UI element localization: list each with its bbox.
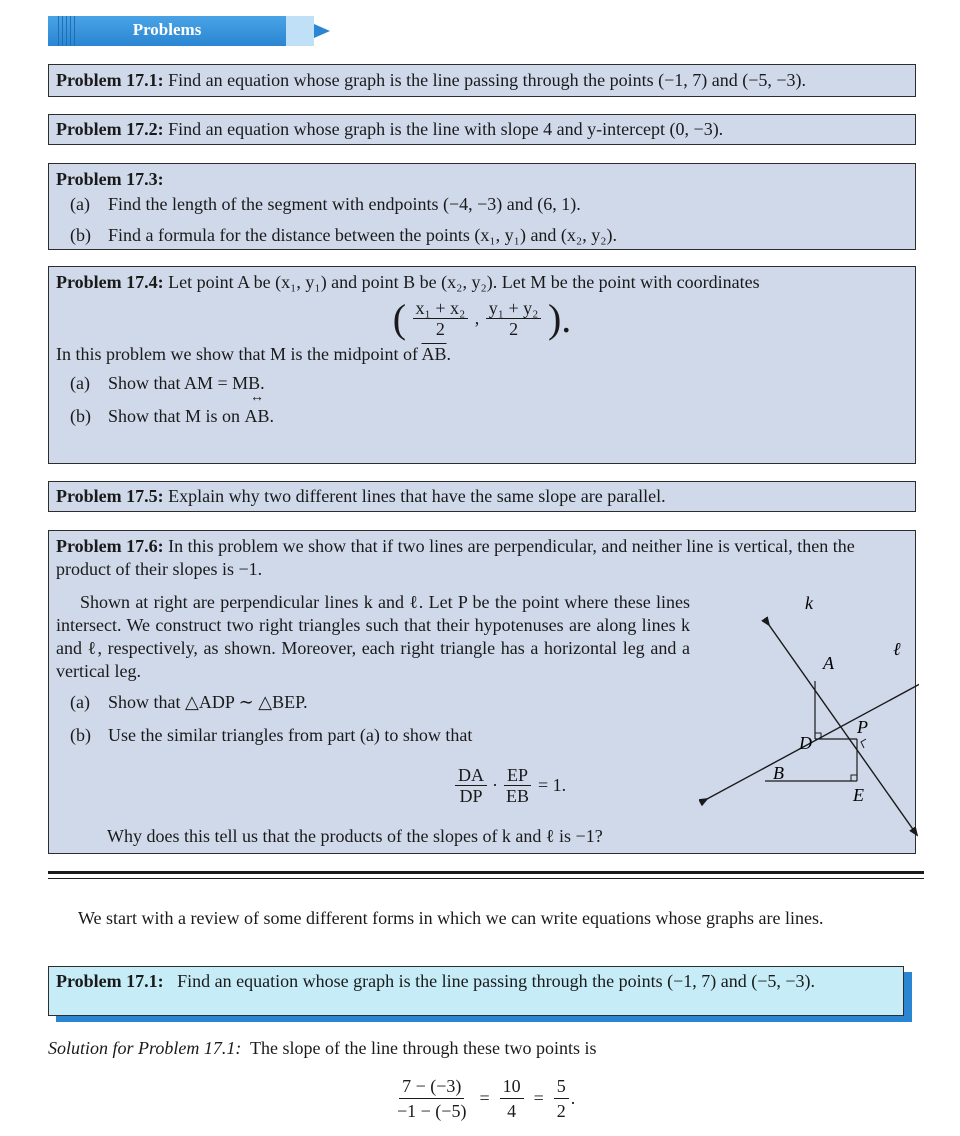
part-letter: (a) [70,692,90,712]
problem-17-3-box [48,163,916,250]
right-angle-e [851,775,857,781]
problem-text: Find an equation whose graph is the line passing through the points (−1, 7) and (−5, −3). [177,971,816,991]
problem-17-1-box [48,64,916,97]
solution-text: The slope of the line through these two points is [250,1038,597,1058]
problem-label: Problem 17.2: [56,119,164,139]
problem-question: Why does this tell us that the products of the slopes of k and ℓ is −1? [107,826,603,846]
problem-text-2: In this problem we show that M is the midpoint of $\overline{AB}$. [56,344,451,364]
formula-comma: , [474,308,480,328]
line-ab: ↔ AB [244,390,270,426]
problem-label: Problem 17.1: [56,70,164,90]
problem-text: Let point A be (x₁, y₁) and point B be (x₂, y₂). Let M be the point with coordinates [168,272,760,292]
double-arrow-icon: ↔ [250,390,265,405]
section-rule-thick [48,871,924,874]
problem-text: Explain why two different lines that have the same slope are parallel. [168,486,666,506]
problem-17-4-box [48,266,916,464]
formula-x-fraction [413,298,469,339]
problem-text: Find an equation whose graph is the line with slope 4 and y-intercept (0, −3). [168,119,724,139]
label-k: k [805,593,813,613]
ratio-ep-eb: $\frac{EP}{EB}$ [506,765,530,806]
slope-fraction-2: $\frac{10}{4}$ [500,1074,524,1123]
label-b: B [773,763,784,783]
part-text: Show that AM = MB. [108,373,265,393]
label-p: P [857,717,868,737]
part-letter: (b) [70,725,91,745]
part-letter: (a) [70,373,90,393]
solution-line [48,1038,596,1059]
banner-gap [286,16,314,46]
formula-open-paren: ( [392,296,407,341]
slope-computation: $\frac{7 - (-3)}{-1 - (-5)}$ = $\frac{10}{4}$ = $\frac{5}{2}$ . [392,1074,575,1123]
highlight-problem-box [48,966,904,1016]
problem-label: Problem 17.3: [56,169,164,189]
part-text: Use the similar triangles from part (a) to show that [108,725,473,745]
problem-part-a [56,372,908,395]
fraction-denominator: 2 [435,319,445,339]
problems-banner [48,16,286,46]
problem-text: Find an equation whose graph is the line passing through the points (−1, 7) and (−5, −3). [168,70,807,90]
arrow-icon [314,24,330,38]
ratio-equation: $\frac{DA}{DP}$ · $\frac{EP}{EB}$ = 1. [453,765,566,806]
problem-17-2-box [48,114,916,145]
segment-ab: $\overline{AB}$ [421,344,447,364]
right-angle-p [861,739,866,748]
label-a: A [823,653,834,673]
banner-title: Problems [132,20,202,39]
part-text: Find a formula for the distance between the points (x₁, y₁) and (x₂, y₂). [108,225,617,245]
formula-y-fraction [486,298,542,339]
ratio-da-dp: $\frac{DA}{DP}$ [455,765,487,806]
label-l: ℓ [893,639,901,659]
problem-part-a [56,191,908,218]
problem-17-6-box [48,530,916,854]
label-e: E [853,785,864,805]
problem-label: Problem 17.6: [56,536,164,556]
part-text: Find the length of the segment with endpoints (−4, −3) and (6, 1). [108,194,581,214]
label-d: D [799,733,812,753]
fraction-numerator: y₁ + y₂ [486,298,542,319]
part-text: Show that △ADP ∼ △BEP. [108,692,308,712]
perpendicular-lines-diagram [699,587,919,837]
section-rule-thin [48,878,924,879]
fraction-numerator: x₁ + x₂ [413,298,469,319]
slope-fraction-1: $\frac{7 - (-3)}{-1 - (-5)}$ [397,1076,467,1121]
problem-part-b: (b) Show that M is on ↔ AB. [70,390,275,426]
problem-part-b [56,724,472,747]
intro-paragraph: We start with a review of some different forms in which we can write equations whose graphs are lines. [78,908,824,928]
line-l [707,665,919,799]
problem-label: Problem 17.1: [56,971,164,991]
problem-label: Problem 17.5: [56,486,164,506]
part-letter: (b) [70,406,91,426]
problem-label: Problem 17.4: [56,272,164,292]
problem-body: Shown at right are perpendicular lines k and ℓ. Let P be the point where these lines intersect. We construct two right triangles such that their hypotenuses are along lines k and ℓ, respectively, as shown. Moreover, each right triangle has a horizontal leg and a vertical leg. [56,592,690,681]
slope-fraction-3: $\frac{5}{2}$ [554,1074,569,1123]
formula-close-paren: ). [547,296,572,341]
part-letter: (b) [70,225,91,245]
problem-part-b [56,222,908,249]
problem-part-a [56,691,308,714]
midpoint-formula [56,298,908,339]
solution-label: Solution for Problem 17.1: [48,1038,242,1058]
problem-text: In this problem we show that if two lines are perpendicular, and neither line is vertical, then the product of their slopes is −1. [56,536,855,579]
part-letter: (a) [70,194,90,214]
fraction-denominator: 2 [509,319,519,339]
problem-17-5-box [48,481,916,512]
